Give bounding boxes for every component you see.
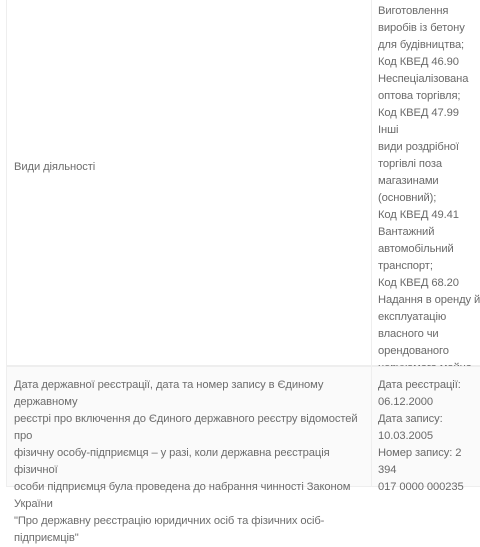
activity-line: автомобільний [378, 243, 454, 255]
activity-line: Виготовлення [378, 5, 449, 17]
activity-line: Надання в оренду й [378, 294, 480, 306]
activity-line: Код КВЕД 68.20 [378, 277, 459, 289]
column-divider [371, 0, 372, 365]
activity-line: для будівництва; [378, 39, 465, 51]
activity-line: (основний); [378, 192, 437, 204]
registration-label-line: "Про державну реєстрацію юридичних осіб та фізичних осіб-підприємців" [14, 515, 325, 544]
activity-line: магазинами [378, 175, 439, 187]
activities-row [6, 0, 480, 366]
registration-value [378, 377, 480, 496]
activity-line: Код КВЕД 46.90 [378, 56, 459, 68]
activity-line: власного чи [378, 328, 439, 340]
activity-line: Неспеціалізована [378, 73, 469, 85]
record-number-continued: 017 0000 000235 [378, 481, 464, 493]
record-date: 10.03.2005 [378, 430, 433, 442]
activities-label-text: Види діяльності [14, 161, 96, 173]
activity-line: види роздрібної [378, 141, 459, 153]
activity-line: орендованого [378, 345, 449, 357]
activities-value [378, 3, 480, 377]
activity-line: Код КВЕД 49.41 [378, 209, 459, 221]
registration-label-line: фізичну особу-підприємця – у разі, коли державна реєстрація фізичної [14, 447, 333, 476]
registration-label [14, 377, 364, 547]
activity-line: торгівлі поза [378, 158, 443, 170]
activity-line: Вантажний [378, 226, 435, 238]
activity-line: експлуатацію [378, 311, 447, 323]
activity-line: Код КВЕД 47.99 Інші [378, 107, 462, 136]
activity-line: оптова торгівля; [378, 90, 461, 102]
registration-date-label: Дата реєстрації: [378, 379, 461, 391]
registration-label-line: особи підприємця була проведена до набрання чинності Законом України [14, 481, 354, 510]
registration-date: 06.12.2000 [378, 396, 433, 408]
activity-line: транспорт; [378, 260, 433, 272]
record-date-label: Дата запису: [378, 413, 443, 425]
record-number: Номер запису: 2 394 [378, 447, 465, 476]
registration-label-line: реєстрі про включення до Єдиного державного реєстру відомостей про [14, 413, 361, 442]
column-divider [371, 367, 372, 486]
activities-label [14, 159, 95, 176]
activity-line: виробів із бетону [378, 22, 465, 34]
registration-label-line: Дата державної реєстрації, дата та номер запису в Єдиному державному [14, 379, 327, 408]
registration-row [6, 366, 480, 544]
